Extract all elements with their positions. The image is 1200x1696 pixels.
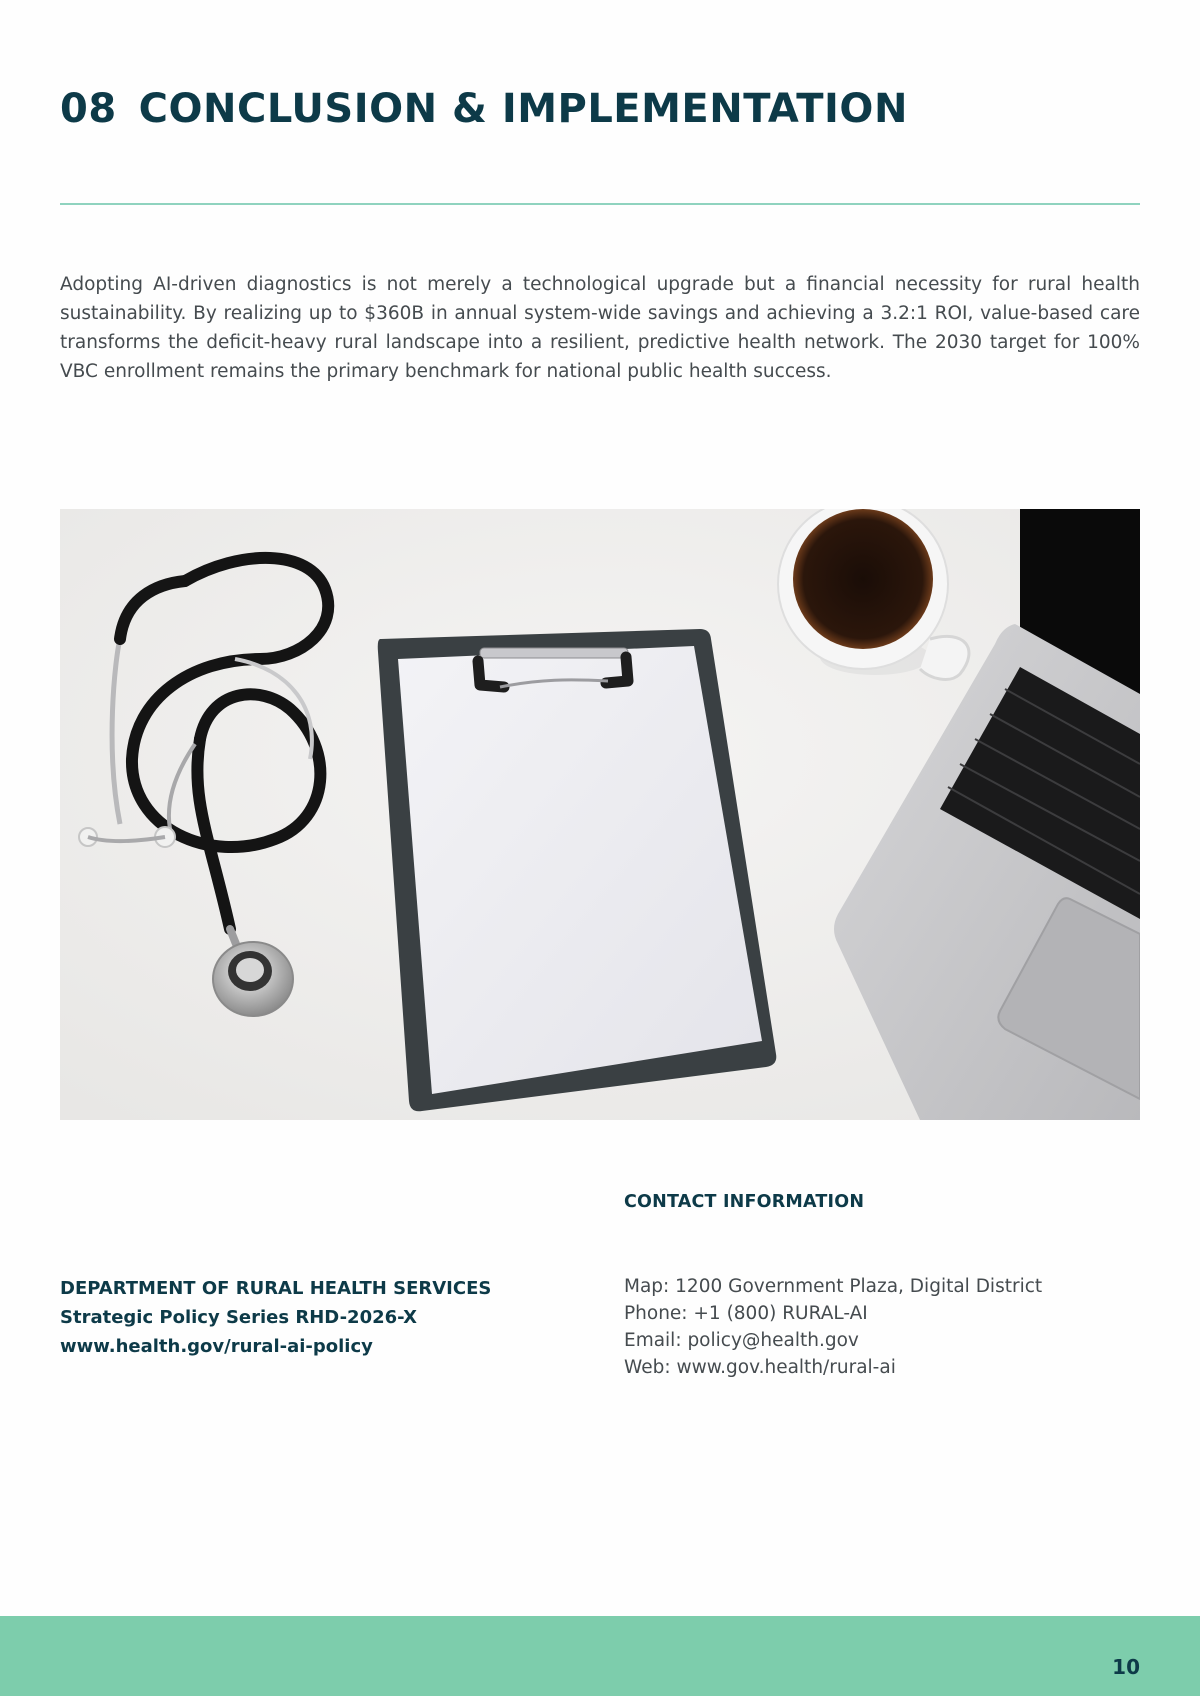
policy-series: Strategic Policy Series RHD-2026-X [60,1307,418,1328]
section-number: 08 [60,86,117,132]
intro-paragraph: Adopting AI-driven diagnostics is not merely a technological upgrade but a financial necessity for rural health sustainability. By realizing up to $360B in annual system-wide savings and achieving a 3.2:1 ROI, value-based care transforms the deficit-heavy rural landscape into a resilient, predictive health network. The 2030 target for 100% VBC enrollment remains the primary benchmark for national public health success. [60,274,1140,382]
contact-web[interactable]: Web: www.gov.health/rural-ai [624,1357,896,1378]
organization-website[interactable]: www.health.gov/rural-ai-policy [60,1336,373,1357]
contact-phone: Phone: +1 (800) RURAL-AI [624,1303,868,1324]
footer-band [0,1616,1200,1696]
contact-heading: CONTACT INFORMATION [624,1192,865,1212]
organization-block [60,1274,491,1361]
contact-map: Map: 1200 Government Plaza, Digital District [624,1276,1043,1297]
clipboard-icon [378,629,777,1111]
contact-email[interactable]: Email: policy@health.gov [624,1330,859,1351]
title-divider [60,203,1140,205]
section-title: CONCLUSION & IMPLEMENTATION [138,86,908,132]
organization-name: DEPARTMENT OF RURAL HEALTH SERVICES [60,1278,492,1299]
page-number: 10 [1112,1655,1140,1679]
hero-photo [60,509,1140,1120]
contact-list [624,1273,1042,1381]
page-title [60,86,908,132]
